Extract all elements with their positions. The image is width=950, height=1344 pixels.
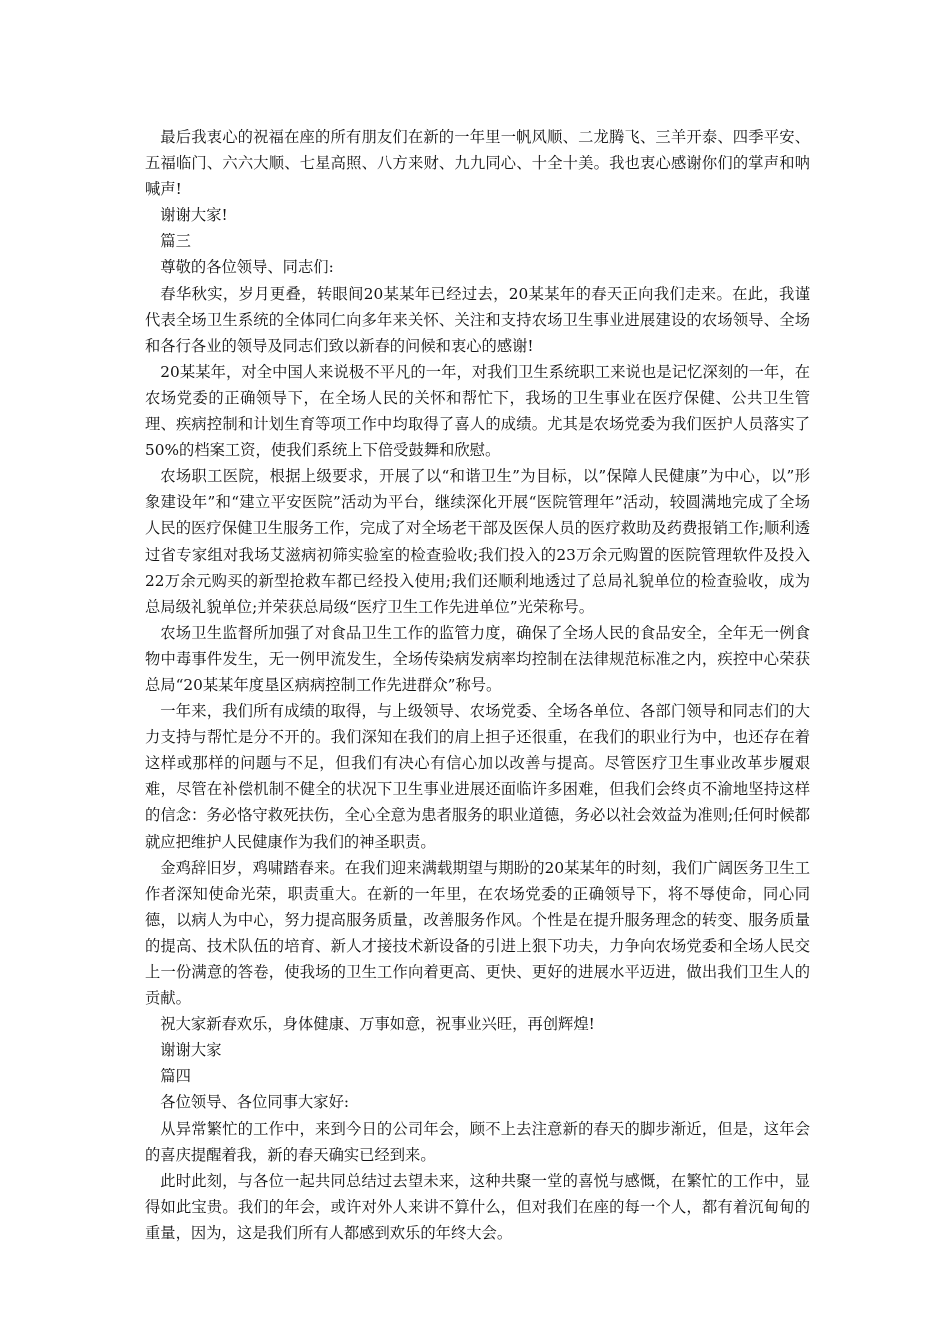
paragraph-gathering: 此时此刻，与各位一起共同总结过去望未来，这种共聚一堂的喜悦与感慨，在繁忙的工作中，显得如此宝贵。我们的年会，或许对外人来讲不算什么，但对我们在座的每一个人，都有着沉甸甸的重量，因为，这是我们所有人都感到欢乐的年终大会。 [145,1171,810,1242]
paragraph-year-review: 20某某年，对全中国人来说极不平凡的一年，对我们卫生系统职工来说也是记忆深刻的一年，在农场党委的正确领导下，在全场人民的关怀和帮忙下，我场的卫生事业在医疗保健、公共卫生管理、疾病控制和计划生育等项工作中均取得了喜人的成绩。尤其是农场党委为我们医护人员落实了50%的档案工资，使我们系统上下倍受鼓舞和欣慰。 [145,362,810,460]
document-page [145,124,810,1246]
section-heading-part-three: 篇三 [160,232,191,251]
paragraph-achievements: 一年来，我们所有成绩的取得，与上级领导、农场党委、全场各单位、各部门领导和同志们的大力支持与帮忙是分不开的。我们深知在我们的肩上担子还很重，在我们的职业行为中，也还存在着这样或那样的问题与不足，但我们有决心有信心加以改善与提高。尽管医疗卫生事业改革步履艰难，尽管在补偿机制不健全的状况下卫生事业进展还面临许多困难，但我们会终贞不渝地坚持这样的信念：务必恪守救死扶伤，全心全意为患者服务的职业道德，务必以社会效益为准则;任何时候都就应把维护人民健康作为我们的神圣职责。 [145,702,810,851]
paragraph-spring-greeting: 春华秋实，岁月更叠，转眼间20某某年已经过去，20某某年的春天正向我们走来。在此，我谨代表全场卫生系统的全体同仁向多年来关怀、关注和支持农场卫生事业进展建设的农场领导、全场和各行各业的领导及同志们致以新春的问候和衷心的感谢! [145,284,810,355]
paragraph-closing-wishes: 最后我衷心的祝福在座的所有朋友们在新的一年里一帆风顺、二龙腾飞、三羊开泰、四季平安、五福临门、六六大顺、七星高照、八方来财、九九同心、十全十美。我也衷心感谢你们的掌声和呐喊声! [145,128,810,199]
paragraph-blessing: 祝大家新春欢乐，身体健康、万事如意，祝事业兴旺，再创辉煌! [160,1015,595,1034]
salutation: 尊敬的各位领导、同志们: [160,258,334,277]
paragraph-annual-meeting: 从异常繁忙的工作中，来到今日的公司年会，顾不上去注意新的春天的脚步渐近，但是，这年会的喜庆提醒着我，新的春天确实已经到来。 [145,1119,810,1164]
paragraph-new-year-mission: 金鸡辞旧岁，鸡啸踏春来。在我们迎来满载期望与期盼的20某某年的时刻，我们广阔医务卫生工作者深知使命光荣，职责重大。在新的一年里，在农场党委的正确领导下，将不辱使命，同心同德，以病人为中心，努力提高服务质量，改善服务作风。个性是在提升服务理念的转变、服务质量的提高、技术队伍的培育、新人才接技术新设备的引进上狠下功夫，力争向农场党委和全场人民交上一份满意的答卷，使我场的卫生工作向着更高、更快、更好的进展水平迈进，做出我们卫生人的贡献。 [145,858,810,1008]
salutation-2: 各位领导、各位同事大家好: [160,1093,350,1112]
section-heading-part-four: 篇四 [160,1067,191,1086]
paragraph-thanks: 谢谢大家! [160,206,228,225]
paragraph-hospital-work: 农场职工医院，根据上级要求，开展了以“和谐卫生”为目标，以”保障人民健康”为中心，以”形象建设年”和“建立平安医院”活动为平台，继续深化开展“医院管理年”活动，较圆满地完成了全场人民的医疗保健卫生服务工作，完成了对全场老干部及医保人员的医疗救助及药费报销工作;顺利透过省专家组对我场艾滋病初筛实验室的检查验收;我们投入的23万余元购置的医院管理软件及投入22万余元购买的新型抢救车都已经投入使用;我们还顺利地透过了总局礼貌单位的检查验收，成为总局级礼貌单位;并荣获总局级“医疗卫生工作先进单位”光荣称号。 [145,467,810,616]
paragraph-health-supervision: 农场卫生监督所加强了对食品卫生工作的监管力度，确保了全场人民的食品安全，全年无一例食物中毒事件发生，无一例甲流发生，全场传染病发病率均控制在法律规范标准之内，疾控中心荣获总局“20某某年度垦区病病控制工作先进群众”称号。 [145,623,810,694]
paragraph-thanks-2: 谢谢大家 [160,1041,222,1060]
